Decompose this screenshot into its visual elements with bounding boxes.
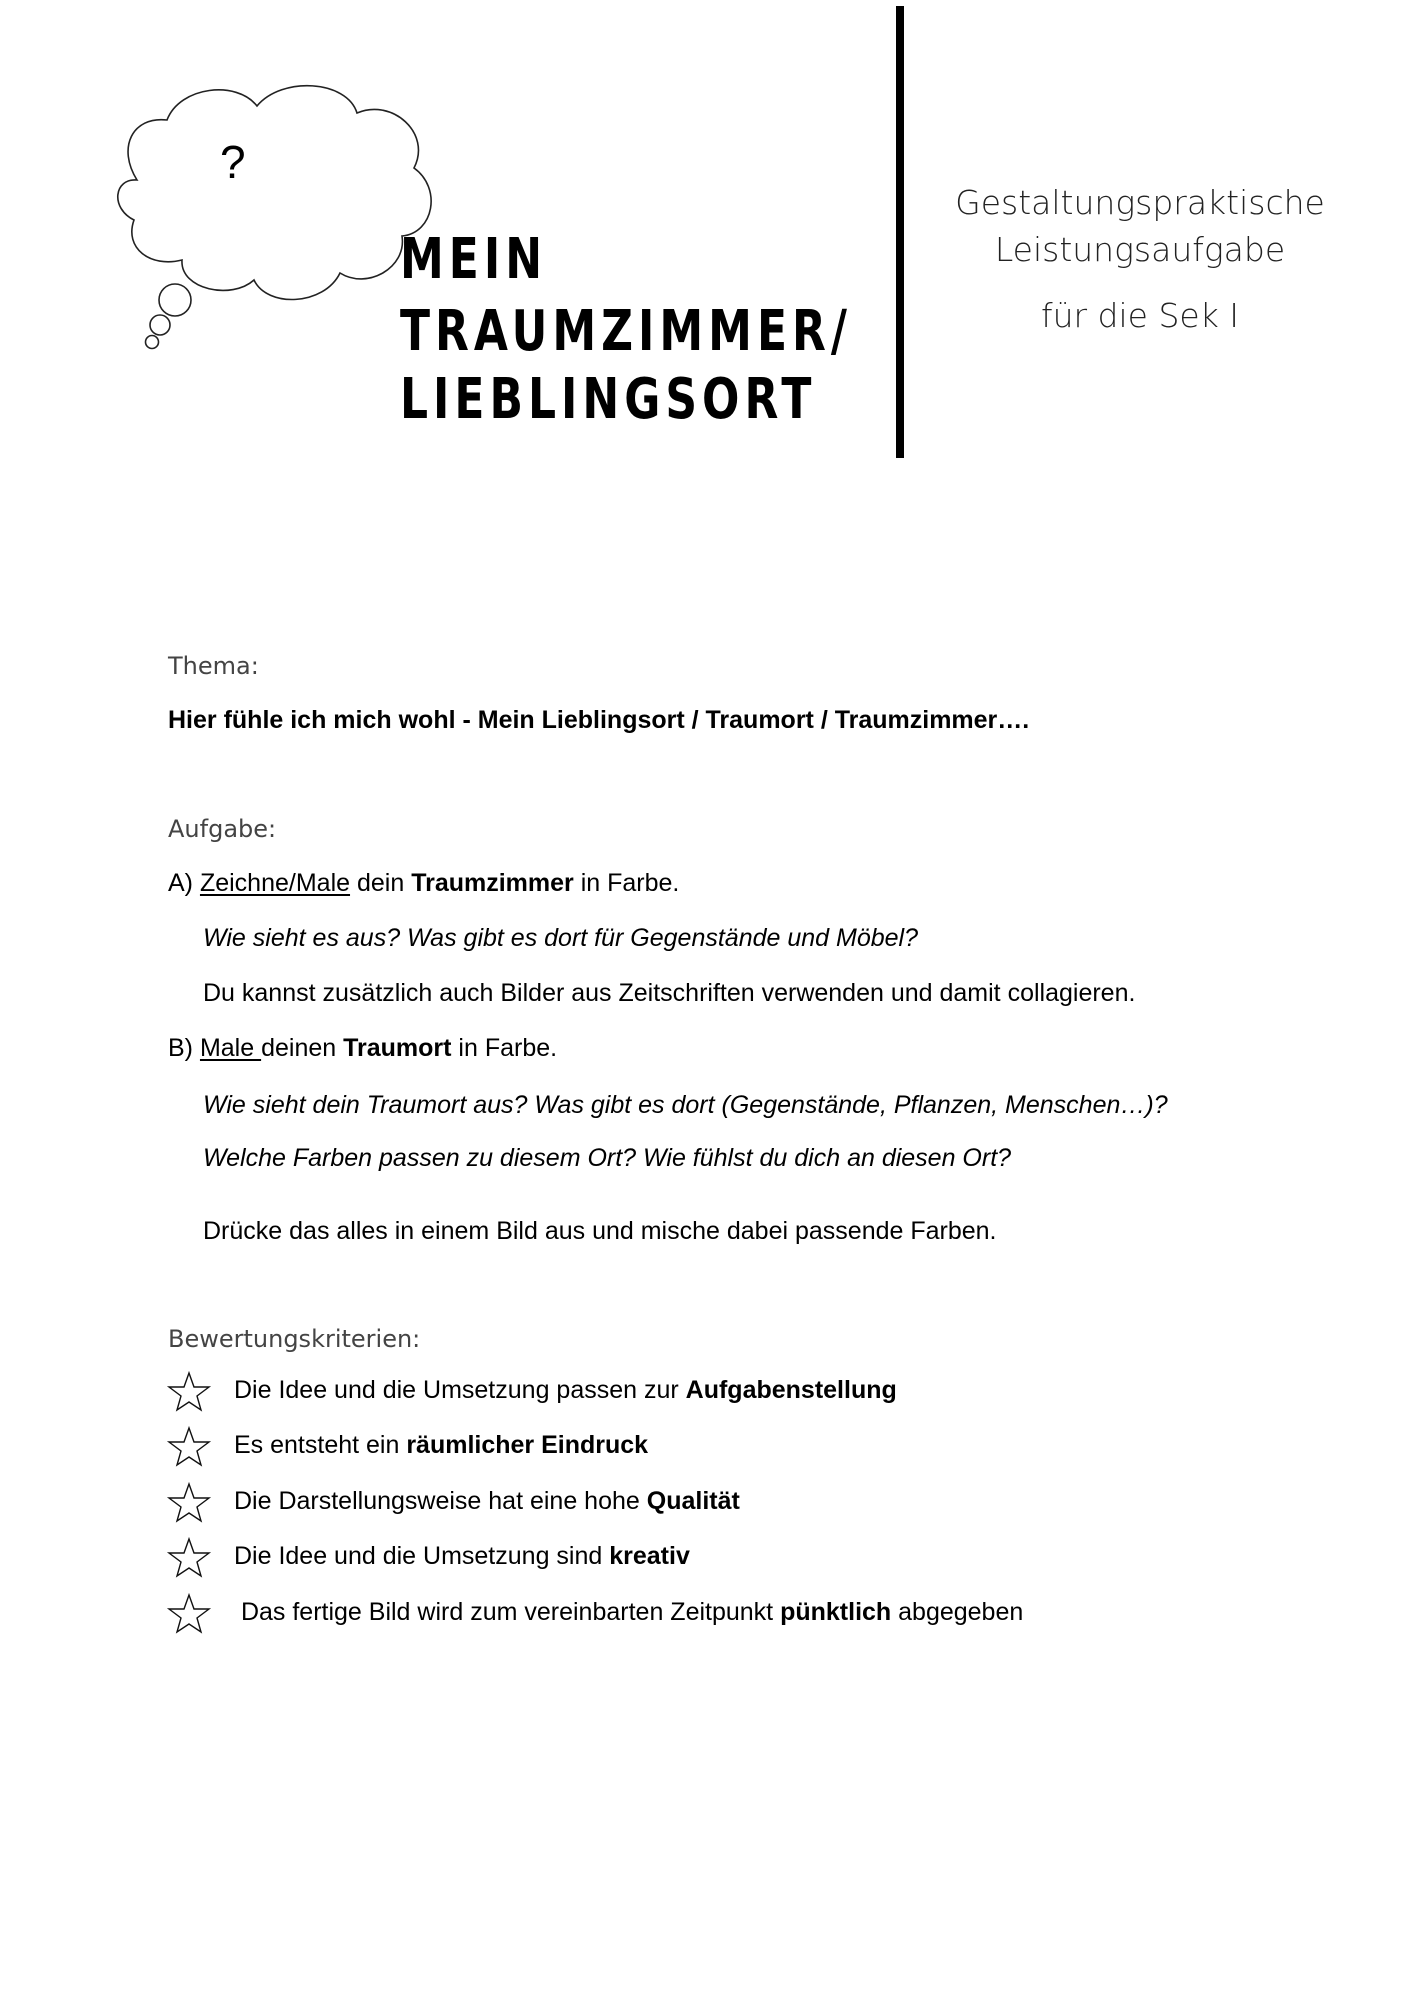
- page-title-line-1: MEIN: [400, 226, 548, 293]
- task-b-prefix: B): [168, 1034, 200, 1062]
- task-b-question-1: Wie sieht dein Traumort aus? Was gibt es dort (Gegenstände, Pflanzen, Menschen…)?: [203, 1091, 1168, 1119]
- subtitle-line-2: Leistungsaufgabe: [994, 230, 1286, 269]
- star-outline-icon: [166, 1536, 212, 1580]
- task-a-note: Du kannst zusätzlich auch Bilder aus Zeitschriften verwenden und damit collagieren.: [203, 979, 1136, 1007]
- task-a-line: [168, 869, 679, 898]
- task-b-object: Traumort: [343, 1034, 452, 1062]
- star-outline-icon: [166, 1592, 212, 1636]
- criterion-text: Das fertige Bild wird zum vereinbarten Zeitpunkt pünktlich abgegeben: [234, 1598, 1024, 1626]
- task-a-suffix: in Farbe.: [573, 869, 680, 897]
- kriterien-label: Bewertungskriterien:: [168, 1325, 421, 1353]
- page-title-line-3: LIEBLINGSORT: [400, 366, 817, 433]
- criterion-text: Die Darstellungsweise hat eine hohe Qualität: [234, 1487, 740, 1515]
- question-mark-symbol: ?: [220, 136, 246, 188]
- task-b-suffix: in Farbe.: [451, 1034, 558, 1062]
- header-divider: [896, 6, 904, 458]
- criterion-text: Es entsteht ein räumlicher Eindruck: [234, 1431, 649, 1459]
- task-a-question: Wie sieht es aus? Was gibt es dort für Gegenstände und Möbel?: [203, 924, 919, 952]
- thema-text: Hier fühle ich mich wohl - Mein Lieblingsort / Traumort / Traumzimmer….: [168, 706, 1030, 734]
- criterion-text: Die Idee und die Umsetzung passen zur Aufgabenstellung: [234, 1376, 897, 1404]
- task-b-question-2: Welche Farben passen zu diesem Ort? Wie fühlst du dich an diesen Ort?: [203, 1144, 1012, 1172]
- task-a-verb: Zeichne/Male: [199, 869, 351, 897]
- subtitle-line-1: Gestaltungspraktische: [955, 183, 1325, 222]
- subtitle-line-3: für die Sek I: [1040, 296, 1240, 335]
- task-b-mid: deinen: [261, 1034, 344, 1062]
- criterion-text: Die Idee und die Umsetzung sind kreativ: [234, 1542, 690, 1570]
- thema-label: Thema:: [168, 652, 259, 680]
- task-a-object: Traumzimmer: [411, 869, 574, 897]
- star-outline-icon: [166, 1370, 212, 1414]
- task-a-prefix: A): [168, 869, 200, 897]
- aufgabe-label: Aufgabe:: [168, 815, 277, 843]
- task-b-verb: Male: [199, 1034, 262, 1062]
- task-a-mid: dein: [350, 869, 412, 897]
- page-title-line-2: TRAUMZIMMER/: [400, 298, 852, 365]
- star-outline-icon: [166, 1425, 212, 1469]
- task-b-line: [168, 1034, 557, 1063]
- star-outline-icon: [166, 1481, 212, 1525]
- thought-cloud-icon: [62, 68, 442, 358]
- task-b-note: Drücke das alles in einem Bild aus und mische dabei passende Farben.: [203, 1217, 997, 1245]
